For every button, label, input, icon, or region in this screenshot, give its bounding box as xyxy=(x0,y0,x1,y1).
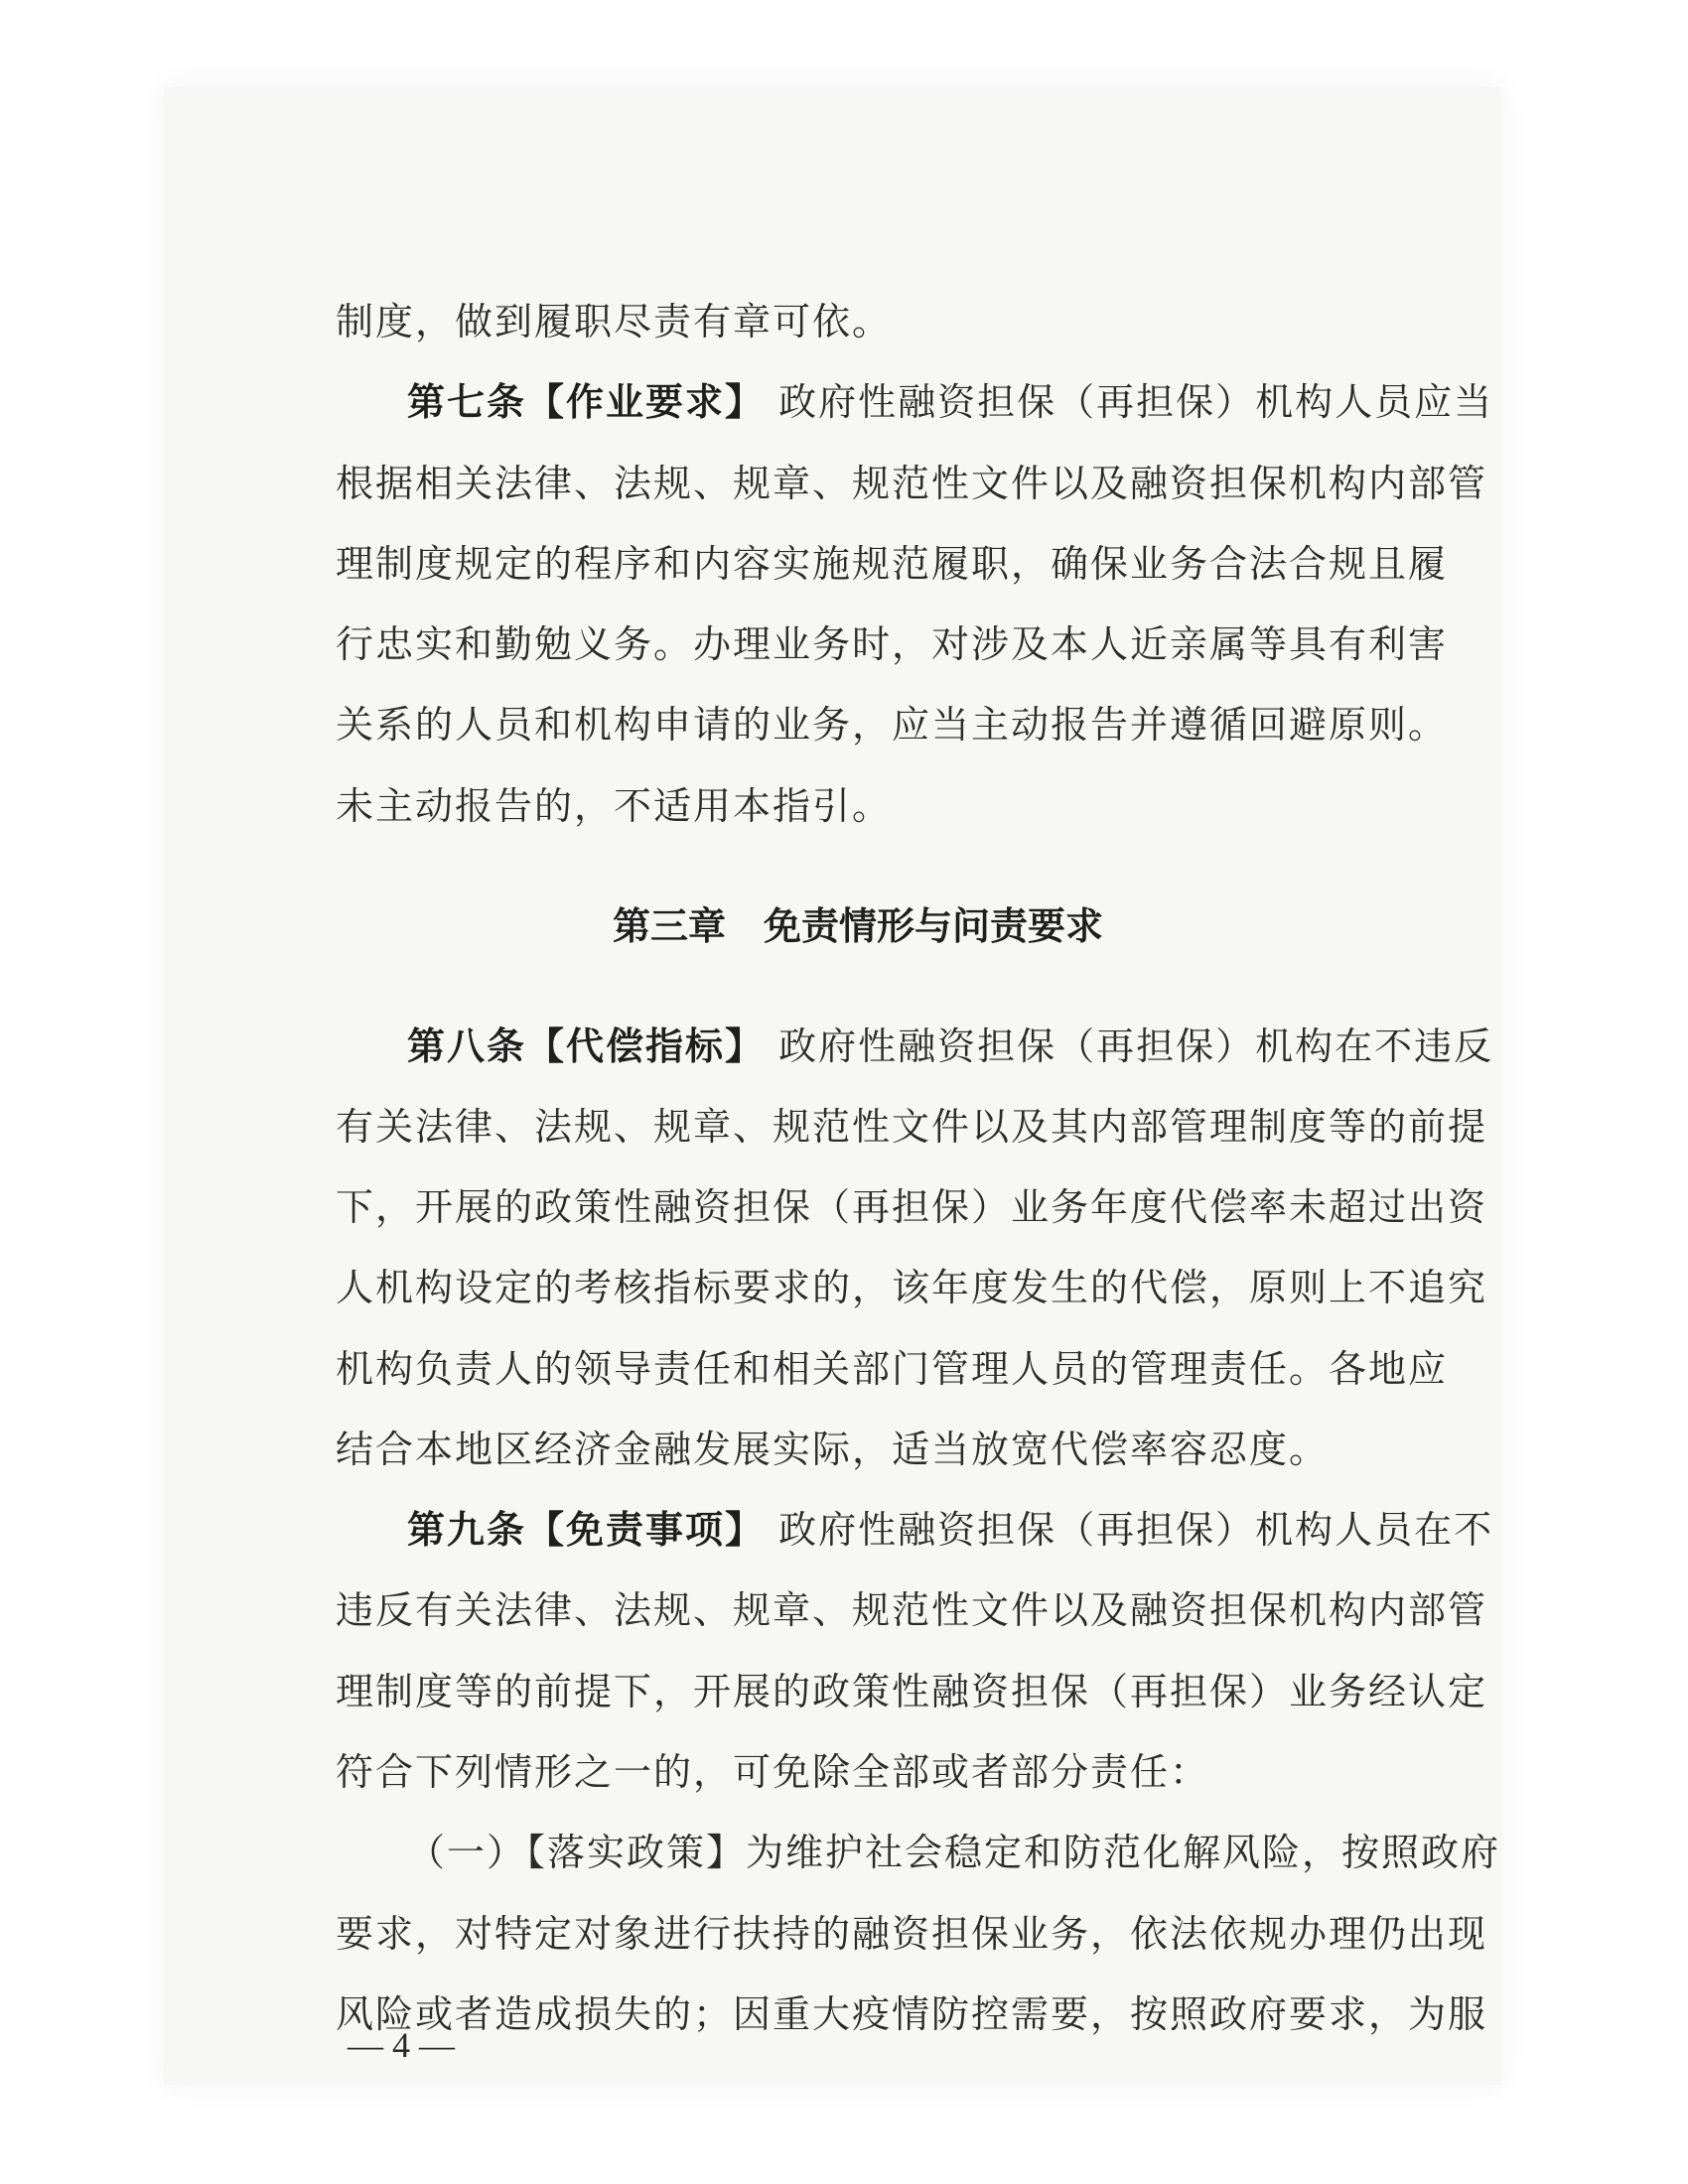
paragraph-line: 有关法律、法规、规章、规范性文件以及其内部管理制度等的前提 xyxy=(336,1104,1488,1149)
article-9-heading: 第九条【免责事项】 xyxy=(407,1508,766,1553)
paragraph-line: 根据相关法律、法规、规章、规范性文件以及融资担保机构内部管 xyxy=(336,461,1488,505)
paragraph-line: 机构负责人的领导责任和相关部门管理人员的管理责任。各地应 xyxy=(336,1346,1449,1391)
paragraph-line: 违反有关法律、法规、规章、规范性文件以及融资担保机构内部管 xyxy=(336,1588,1488,1633)
paragraph-line: 符合下列情形之一的，可免除全部或者部分责任： xyxy=(336,1749,1210,1794)
paragraph-line: 下，开展的政策性融资担保（再担保）业务年度代偿率未超过出资 xyxy=(336,1185,1488,1230)
article-9-first-line xyxy=(407,1494,1494,1566)
paragraph-line: 要求，对特定对象进行扶持的融资担保业务，依法依规办理仍出现 xyxy=(336,1911,1488,1956)
paragraph-line: 未主动报告的，不适用本指引。 xyxy=(336,783,893,828)
paragraph-line: 行忠实和勤勉义务。办理业务时，对涉及本人近亲属等具有利害 xyxy=(336,622,1449,667)
article-8-first-line xyxy=(407,1011,1494,1082)
item-1-text: 为维护社会稳定和防范化解风险，按照政府 xyxy=(746,1831,1501,1875)
article-9-text: 政府性融资担保（再担保）机构人员在不 xyxy=(778,1508,1494,1553)
item-1-heading: （一）【落实政策】 xyxy=(407,1831,747,1875)
paragraph-line: 结合本地区经济金融发展实际，适当放宽代偿率容忍度。 xyxy=(336,1427,1330,1471)
paragraph-line: 理制度等的前提下，开展的政策性融资担保（再担保）业务经认定 xyxy=(336,1669,1488,1713)
paragraph-line: 关系的人员和机构申请的业务，应当主动报告并遵循回避原则。 xyxy=(336,703,1449,748)
page-number: — 4 — xyxy=(348,2025,455,2065)
article-7-first-line xyxy=(407,366,1494,438)
paragraph-line: 风险或者造成损失的；因重大疫情防控需要，按照政府要求，为服 xyxy=(336,1991,1488,2036)
paragraph-line: 人机构设定的考核指标要求的，该年度发生的代偿，原则上不追究 xyxy=(336,1266,1488,1310)
article-8-text: 政府性融资担保（再担保）机构在不违反 xyxy=(778,1024,1494,1068)
paragraph-line: 理制度规定的程序和内容实施规范履职，确保业务合法合规且履 xyxy=(336,541,1449,586)
article-7-heading: 第七条【作业要求】 xyxy=(407,380,766,425)
paragraph-line: 制度，做到履职尽责有章可依。 xyxy=(336,300,893,343)
article-8-heading: 第八条【代偿指标】 xyxy=(407,1024,766,1068)
item-1-first-line xyxy=(407,1817,1501,1888)
article-7-text: 政府性融资担保（再担保）机构人员应当 xyxy=(778,380,1494,425)
chapter-heading: 第三章 免责情形与问责要求 xyxy=(612,903,1103,948)
